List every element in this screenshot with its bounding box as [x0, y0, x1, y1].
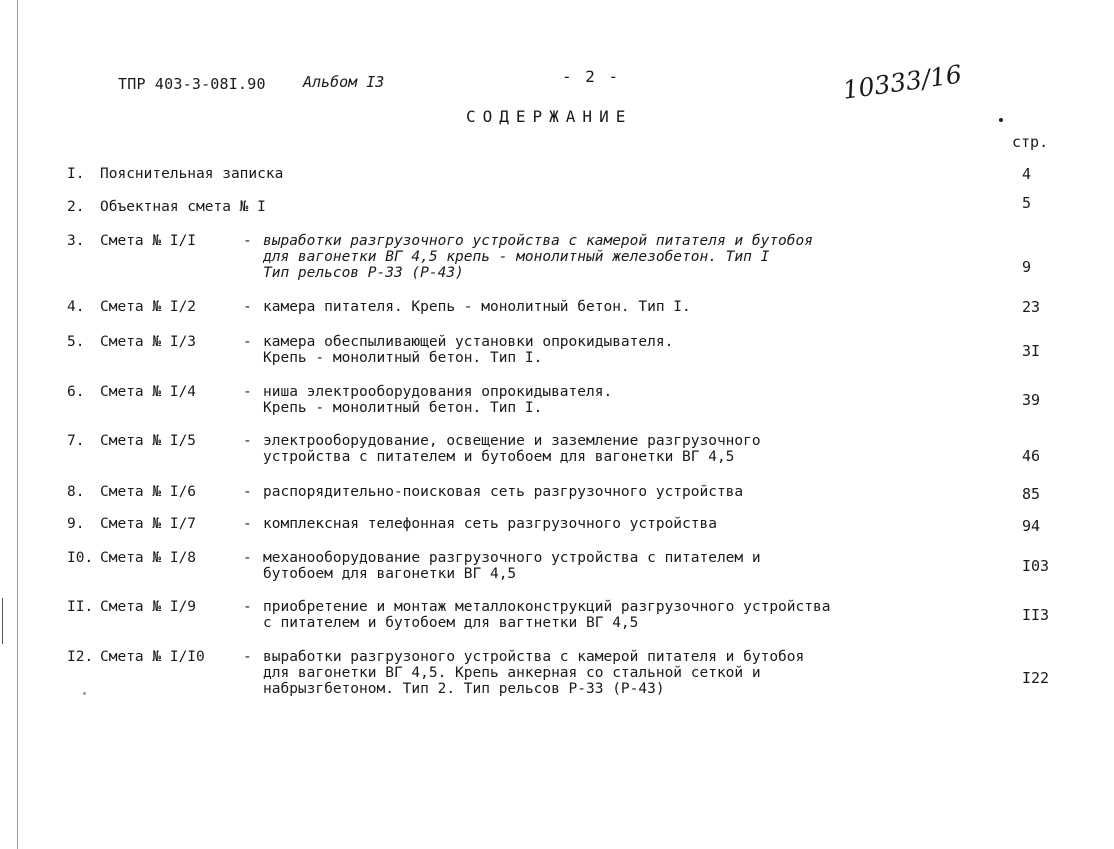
entry-page-number: 39 [1022, 391, 1041, 409]
ink-dot [83, 692, 86, 695]
description-line: бутобоем для вагонетки ВГ 4,5 [263, 566, 517, 582]
entry-description [263, 334, 673, 366]
page-title: СОДЕРЖАНИЕ [466, 107, 633, 126]
description-line: для вагонетки ВГ 4,5. Крепь анкерная со стальной сеткой и [263, 665, 761, 681]
entry-description [263, 433, 761, 465]
entry-label: Смета № I/9 [100, 599, 197, 615]
entry-description [263, 649, 804, 697]
entry-dash: - [243, 384, 252, 400]
entry-page-number: 3I [1022, 342, 1041, 360]
entry-page-number: 94 [1022, 517, 1041, 535]
page-column-header: стр. [1012, 133, 1049, 151]
entry-number: I. [67, 166, 85, 182]
description-line: с питателем и бутобоем для вагтнетки ВГ 4,5 [263, 615, 639, 631]
entry-page-number: I22 [1022, 669, 1050, 687]
description-line: устройства с питателем и бутобоем для вагонетки ВГ 4,5 [263, 449, 735, 465]
entry-description [263, 516, 717, 532]
entry-label: Смета № I/5 [100, 433, 197, 449]
entry-description [263, 550, 761, 582]
description-line: распорядительно-поисковая сеть разгрузочного устройства [263, 484, 744, 500]
entry-description [263, 484, 743, 500]
description-line: ниша электрооборудования опрокидывателя. [263, 384, 613, 400]
entry-description [263, 233, 813, 281]
entry-description [263, 299, 691, 315]
entry-number: 7. [67, 433, 85, 449]
entry-dash: - [243, 233, 252, 249]
description-line: для вагонетки ВГ 4,5 крепь - монолитный железобетон. Тип I [263, 249, 770, 265]
entry-dash: - [243, 484, 252, 500]
document-code: ТПР 403-3-08I.90 [118, 75, 266, 93]
description-line: камера обеспыливающей установки опрокидывателя. [263, 334, 674, 350]
description-line: набрызгбетоном. Тип 2. Тип рельсов Р-33 (Р-43) [263, 681, 665, 697]
entry-page-number: 9 [1022, 258, 1032, 276]
entry-label: Смета № I/3 [100, 334, 197, 350]
entry-number: 4. [67, 299, 85, 315]
entry-label: Смета № I/8 [100, 550, 197, 566]
entry-dash: - [243, 599, 252, 615]
description-line: приобретение и монтаж металлоконструкций разгрузочного устройства [263, 599, 831, 615]
entry-number: 8. [67, 484, 85, 500]
margin-mark [2, 598, 3, 644]
description-line: комплексная телефонная сеть разгрузочного устройства [263, 516, 717, 532]
ink-dot [999, 118, 1003, 122]
entry-dash: - [243, 516, 252, 532]
entry-number: 5. [67, 334, 85, 350]
entry-page-number: 4 [1022, 165, 1032, 183]
entry-page-number: 5 [1022, 194, 1032, 212]
description-line: выработки разгрузочного устройства с камерой питателя и бутобоя [263, 233, 813, 249]
description-line: механооборудование разгрузочного устройства с питателем и [263, 550, 761, 566]
entry-description [263, 599, 830, 631]
entry-label: Объектная смета № I [100, 199, 266, 215]
entry-label: Смета № I/I [100, 233, 197, 249]
entry-number: II. [67, 599, 94, 615]
entry-label: Смета № I/2 [100, 299, 197, 315]
entry-number: 9. [67, 516, 85, 532]
entry-label: Смета № I/I0 [100, 649, 205, 665]
entry-number: 3. [67, 233, 85, 249]
entry-dash: - [243, 433, 252, 449]
description-line: Крепь - монолитный бетон. Тип I. [263, 400, 543, 416]
entry-number: 2. [67, 199, 85, 215]
entry-description [263, 384, 612, 416]
entry-dash: - [243, 334, 252, 350]
scan-edge-line [17, 0, 18, 849]
entry-page-number: 23 [1022, 298, 1041, 316]
entry-page-number: I03 [1022, 557, 1050, 575]
entry-label: Смета № I/7 [100, 516, 197, 532]
entry-dash: - [243, 649, 252, 665]
handwritten-number: 10333/16 [840, 59, 964, 105]
description-line: камера питателя. Крепь - монолитный бетон. Тип I. [263, 299, 691, 315]
description-line: Тип рельсов Р-33 (Р-43) [263, 265, 464, 281]
entry-dash: - [243, 550, 252, 566]
entry-dash: - [243, 299, 252, 315]
page-number: - 2 - [562, 67, 621, 86]
entry-page-number: 46 [1022, 447, 1041, 465]
entry-label: Пояснительная записка [100, 166, 284, 182]
entry-number: I0. [67, 550, 94, 566]
entry-label: Смета № I/6 [100, 484, 197, 500]
entry-number: 6. [67, 384, 85, 400]
album-label: Альбом I3 [303, 73, 385, 91]
description-line: электрооборудование, освещение и заземление разгрузочного [263, 433, 761, 449]
entry-page-number: 85 [1022, 485, 1041, 503]
description-line: Крепь - монолитный бетон. Тип I. [263, 350, 543, 366]
entry-page-number: II3 [1022, 606, 1050, 624]
description-line: выработки разгрузоного устройства с камерой питателя и бутобоя [263, 649, 805, 665]
entry-number: I2. [67, 649, 94, 665]
entry-label: Смета № I/4 [100, 384, 197, 400]
